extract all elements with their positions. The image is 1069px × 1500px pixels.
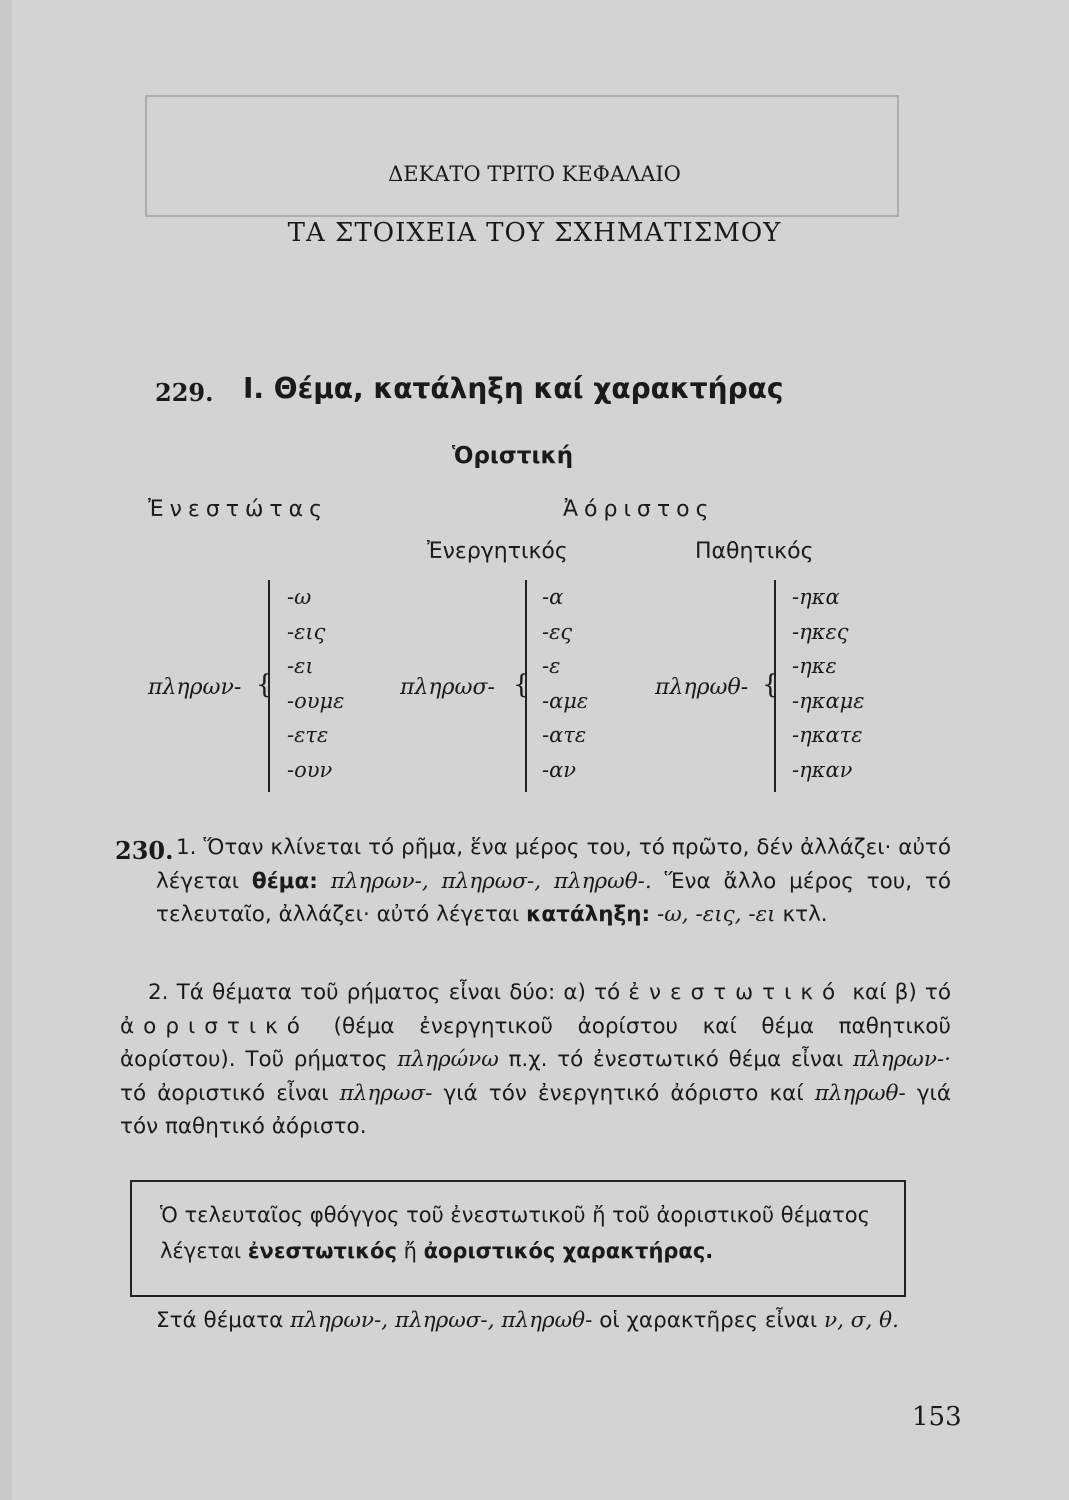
present-stem: πληρων- [148, 675, 242, 700]
active-ending: -ες [542, 619, 573, 644]
passive-endings [792, 580, 865, 787]
passive-ending: -ηκε [792, 654, 837, 678]
present-ending: -ει [287, 654, 314, 678]
active-ending: -α [542, 585, 564, 609]
active-ending: -ατε [542, 723, 587, 747]
chapter-title: ΤΑ ΣΤΟΙΧΕΙΑ ΤΟΥ ΣΧΗΜΑΤΙΣΜΟΥ [287, 218, 782, 248]
aorist-label: Ἀόριστος [563, 497, 715, 522]
present-ending: -ουμε [287, 688, 345, 713]
paragraph-3: Στά θέματα πληρων-, πληρωσ-, πληρωθ- οἱ χαρακτῆρες εἶναι ν, σ, θ. [156, 1308, 899, 1333]
active-ending: -ε [542, 654, 561, 678]
present-ending: -ουν [287, 757, 333, 782]
page-number: 153 [912, 1402, 962, 1432]
term-ending: κατάληξη: [526, 902, 651, 927]
bleed-through-box [145, 95, 899, 217]
active-brace-tip: { [513, 670, 530, 700]
present-endings [287, 580, 344, 787]
chapter-heading: ΔΕΚΑΤΟ ΤΡΙΤΟ ΚΕΦΑΛΑΙΟ [388, 162, 681, 186]
passive-ending: -ηκα [792, 585, 840, 609]
rule-text: Ὁ τελευταῖος φθόγγος τοῦ ἐνεστωτικοῦ ἤ τοῦ ἀοριστικοῦ θέματος λέγεται ἐνεστωτικός ἤ ἀοριστικός χαρακτήρας. [160, 1203, 870, 1263]
active-endings [542, 580, 588, 787]
active-ending: -αν [542, 757, 577, 782]
paragraph-1: 1. Ὅταν κλίνεται τό ρῆμα, ἕνα μέρος του, τό πρῶτο, δέν ἀλλάζει· αὐτό λέγεται θέμα: πληρων-, πληρωσ-, πληρωθ-. Ἕνα ἄλλο μέρος του, τό τελευταῖο, ἀλλάζει· αὐτό λέγεται κατάληξη: -ω, -εις, -ει κτλ. [156, 835, 952, 927]
present-ending: -ετε [287, 723, 329, 747]
term-theme: θέμα: [251, 868, 318, 894]
passive-ending: -ηκες [792, 619, 849, 644]
passive-ending: -ηκαμε [792, 688, 865, 713]
mood-label: Ὁριστική [452, 443, 574, 469]
active-stem: πληρωσ- [400, 675, 495, 700]
paragraph-2: 2. Τά θέματα τοῦ ρήματος εἶναι δύο: α) τό ἐνεστωτικό καί β) τό ἀοριστικό (θέμα ἐνεργητικοῦ ἀορίστου καί θέμα παθητικοῦ ἀορίστου). Τοῦ ρήματος πληρώνω π.χ. τό ἐνεστωτικό θέμα εἶναι πληρων-· τό ἀοριστικό εἶναι πληρωσ- γιά τόν ἐνεργητικό ἀόριστο καί πληρωθ- γιά τόν παθητικό ἀόριστο. [120, 980, 952, 1139]
section-229-heading: Ι. Θέμα, κατάληξη καί χαρακτήρας [243, 372, 784, 405]
present-brace-tip: { [256, 670, 273, 700]
passive-ending: -ηκατε [792, 723, 863, 747]
active-ending: -αμε [542, 688, 589, 713]
present-label: Ἐνεστώτας [148, 497, 329, 522]
passive-label: Παθητικός [695, 539, 814, 564]
section-229-number: 229. [155, 378, 214, 407]
passive-brace-tip: { [762, 670, 779, 700]
present-ending: -εις [287, 619, 326, 644]
passive-stem: πληρωθ- [655, 675, 749, 700]
active-label: Ἐνεργητικός [427, 539, 568, 564]
section-230-number: 230. [115, 836, 174, 865]
passive-ending: -ηκαν [792, 757, 853, 782]
present-ending: -ω [287, 585, 312, 609]
